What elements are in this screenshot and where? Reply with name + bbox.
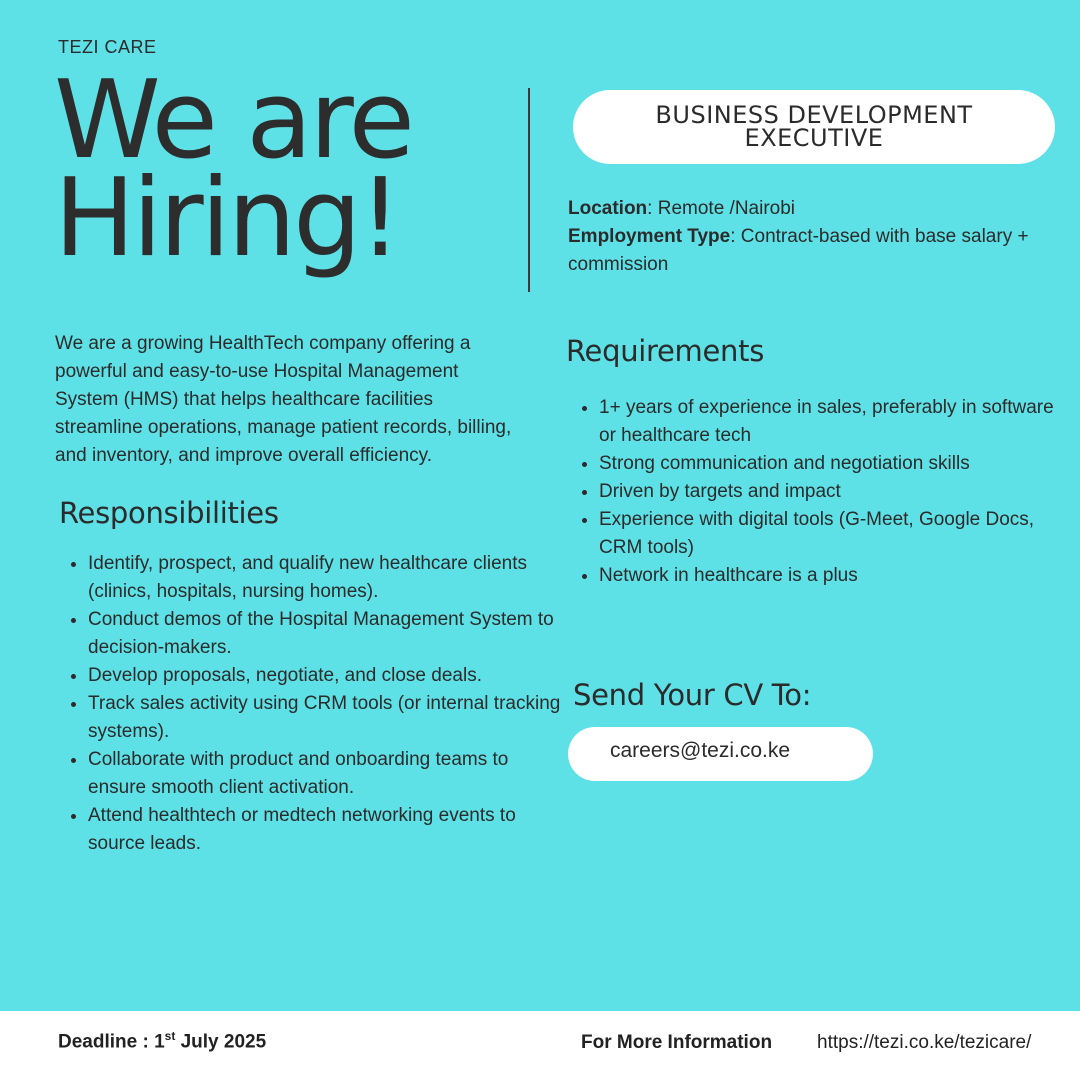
employment-label: Employment Type [568,226,731,247]
vertical-divider [528,88,530,292]
list-item: • Conduct demos of the Hospital Management System to decision-makers. [88,606,563,662]
job-details [568,195,1048,279]
responsibilities-list [55,550,563,858]
list-item: • Network in healthcare is a plus [599,562,1069,590]
list-item: • 1+ years of experience in sales, preferably in software or healthcare tech [599,394,1069,450]
deadline-suffix: July 2025 [175,1031,267,1053]
brand-name: TEZI CARE [58,37,157,57]
deadline [58,1029,266,1053]
employment-value: : Contract-based with base salary + commission [568,226,1029,275]
website-link[interactable]: https://tezi.co.ke/tezicare/ [817,1032,1032,1053]
deadline-prefix: Deadline : 1 [58,1031,165,1053]
list-item: • Identify, prospect, and qualify new healthcare clients (clinics, hospitals, nursing homes). [88,550,563,606]
requirements-heading: Requirements [566,334,765,368]
list-item: • Experience with digital tools (G-Meet, Google Docs, CRM tools) [599,506,1069,562]
location-row [568,195,1048,223]
employment-row [568,223,1048,279]
company-intro: We are a growing HealthTech company offering a powerful and easy-to-use Hospital Management System (HMS) that helps healthcare facilities streamline operations, manage patient records, billing, and inventory, and improve overall efficiency. [55,333,512,466]
headline-line-1: We are [54,58,412,183]
headline [54,58,514,281]
requirements-list [566,394,1069,590]
email-pill[interactable] [568,727,873,781]
location-label: Location [568,198,648,219]
send-cv-heading: Send Your CV To: [573,678,812,712]
list-item: • Driven by targets and impact [599,478,1069,506]
list-item: • Track sales activity using CRM tools (or internal tracking systems). [88,690,563,746]
email-address[interactable]: careers@tezi.co.ke [610,739,791,762]
responsibilities-heading: Responsibilities [59,496,279,530]
job-title-pill [573,90,1055,164]
job-title: BUSINESS DEVELOPMENT EXECUTIVE [655,101,973,152]
headline-line-2: Hiring! [54,156,399,281]
list-item: • Attend healthtech or medtech networking events to source leads. [88,802,563,858]
list-item: • Develop proposals, negotiate, and close deals. [88,662,563,690]
deadline-ordinal: st [164,1029,176,1043]
more-info-label: For More Information [581,1032,773,1053]
location-value: : Remote /Nairobi [647,198,796,219]
list-item: • Strong communication and negotiation skills [599,450,1069,478]
list-item: • Collaborate with product and onboarding teams to ensure smooth client activation. [88,746,563,802]
